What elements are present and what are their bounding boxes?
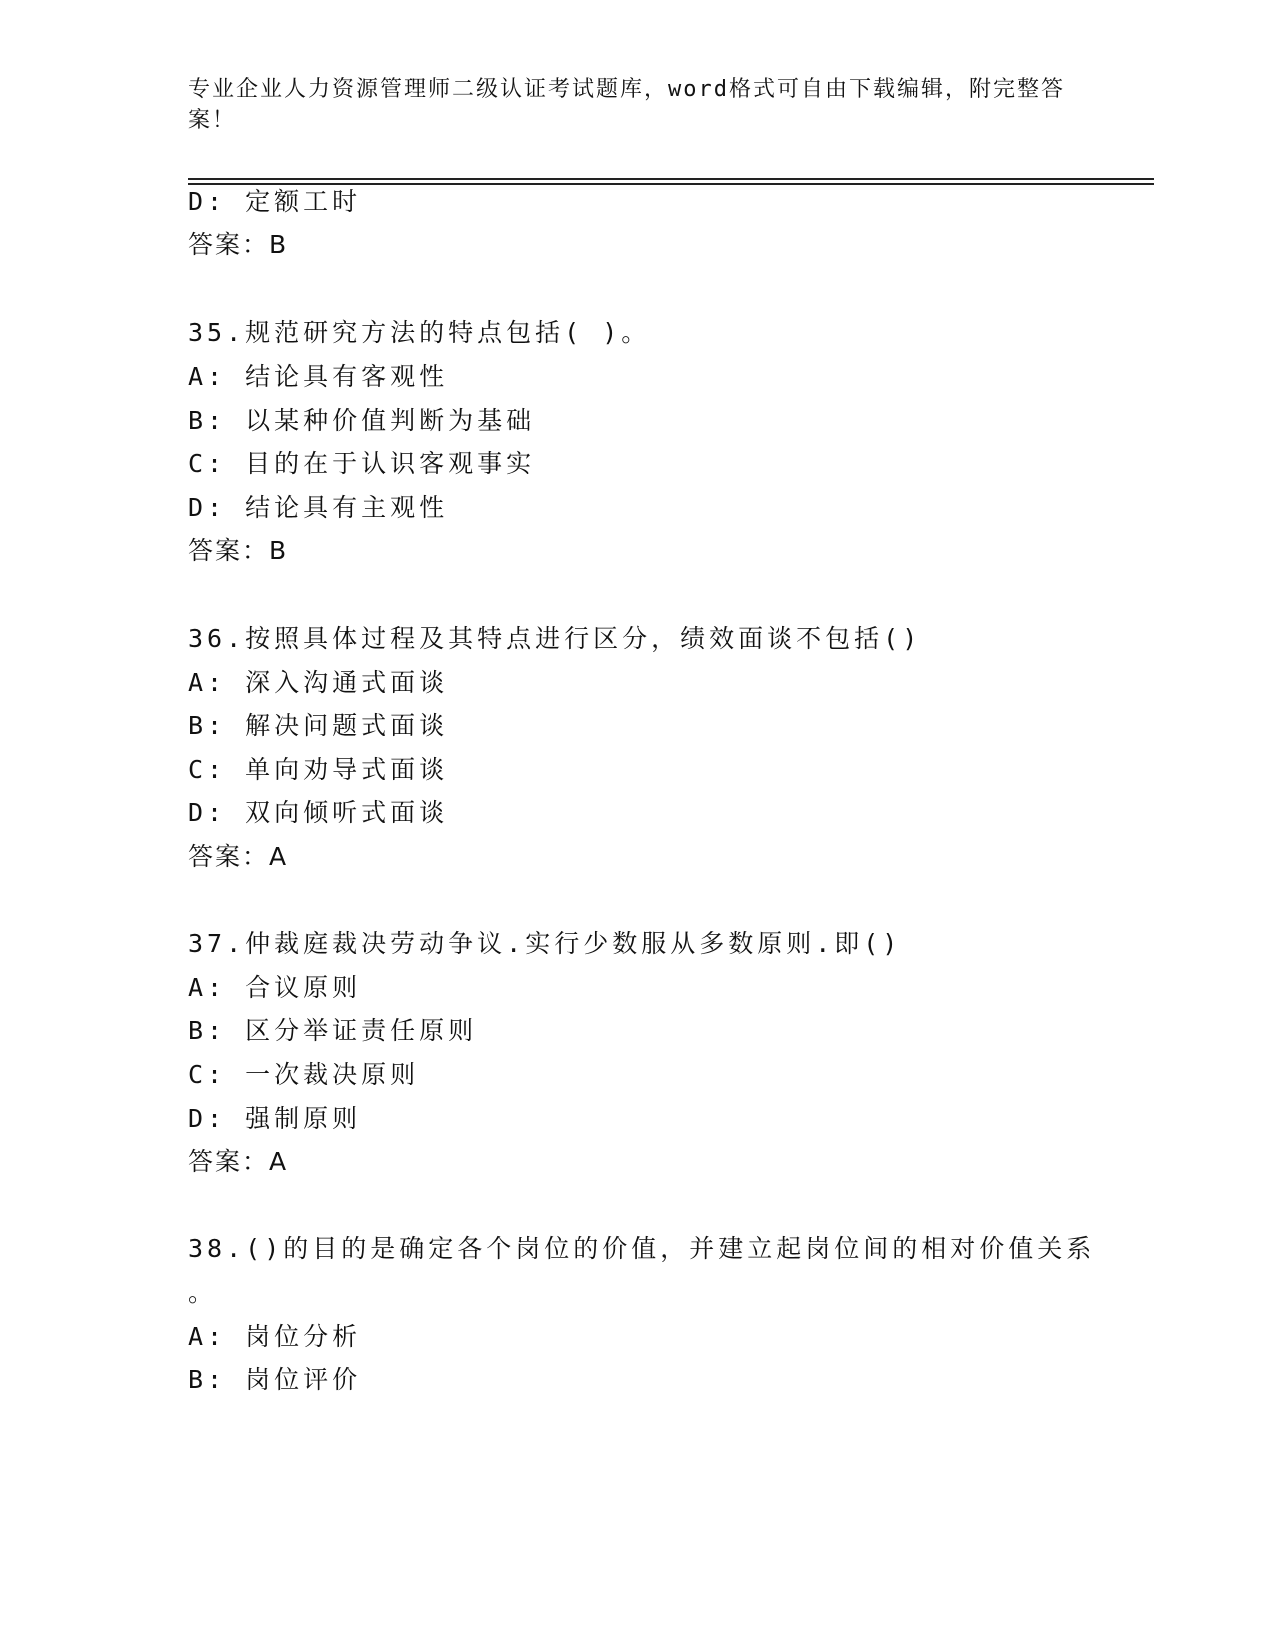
question-35-answer: 答案：B xyxy=(188,536,289,565)
question-35-option-d: D: 结论具有主观性 xyxy=(188,493,449,522)
question-35-option-b: B: 以某种价值判断为基础 xyxy=(188,406,536,435)
question-35-option-c: C: 目的在于认识客观事实 xyxy=(188,449,536,478)
document-header: 专业企业人力资源管理师二级认证考试题库，word格式可自由下载编辑，附完整答案！ xyxy=(188,77,1065,133)
header-divider-top xyxy=(188,178,1154,180)
answer-line: 答案：B xyxy=(188,230,289,259)
question-35-stem: 35.规范研究方法的特点包括( )。 xyxy=(188,318,651,347)
option-d: D: 定额工时 xyxy=(188,187,362,216)
question-37-option-b: B: 区分举证责任原则 xyxy=(188,1016,478,1045)
question-38-option-b: B: 岗位评价 xyxy=(188,1365,362,1394)
question-36-option-a: A: 深入沟通式面谈 xyxy=(188,668,449,697)
question-36-answer: 答案：A xyxy=(188,842,289,871)
question-37-option-d: D: 强制原则 xyxy=(188,1104,362,1133)
header-divider-bottom xyxy=(188,183,1154,185)
question-38-stem-continuation: 。 xyxy=(188,1278,218,1307)
question-37-answer: 答案：A xyxy=(188,1147,289,1176)
question-36-option-d: D: 双向倾听式面谈 xyxy=(188,798,449,827)
question-37-option-a: A: 合议原则 xyxy=(188,973,362,1002)
question-35-option-a: A: 结论具有客观性 xyxy=(188,362,449,391)
question-36-option-b: B: 解决问题式面谈 xyxy=(188,711,449,740)
question-36-option-c: C: 单向劝导式面谈 xyxy=(188,755,449,784)
question-38-stem: 38.()的目的是确定各个岗位的价值，并建立起岗位间的相对价值关系 xyxy=(188,1234,1096,1263)
question-38-option-a: A: 岗位分析 xyxy=(188,1322,362,1351)
question-37-option-c: C: 一次裁决原则 xyxy=(188,1060,420,1089)
question-36-stem: 36.按照具体过程及其特点进行区分，绩效面谈不包括() xyxy=(188,624,922,653)
question-37-stem: 37.仲裁庭裁决劳动争议.实行少数服从多数原则.即() xyxy=(188,929,902,958)
